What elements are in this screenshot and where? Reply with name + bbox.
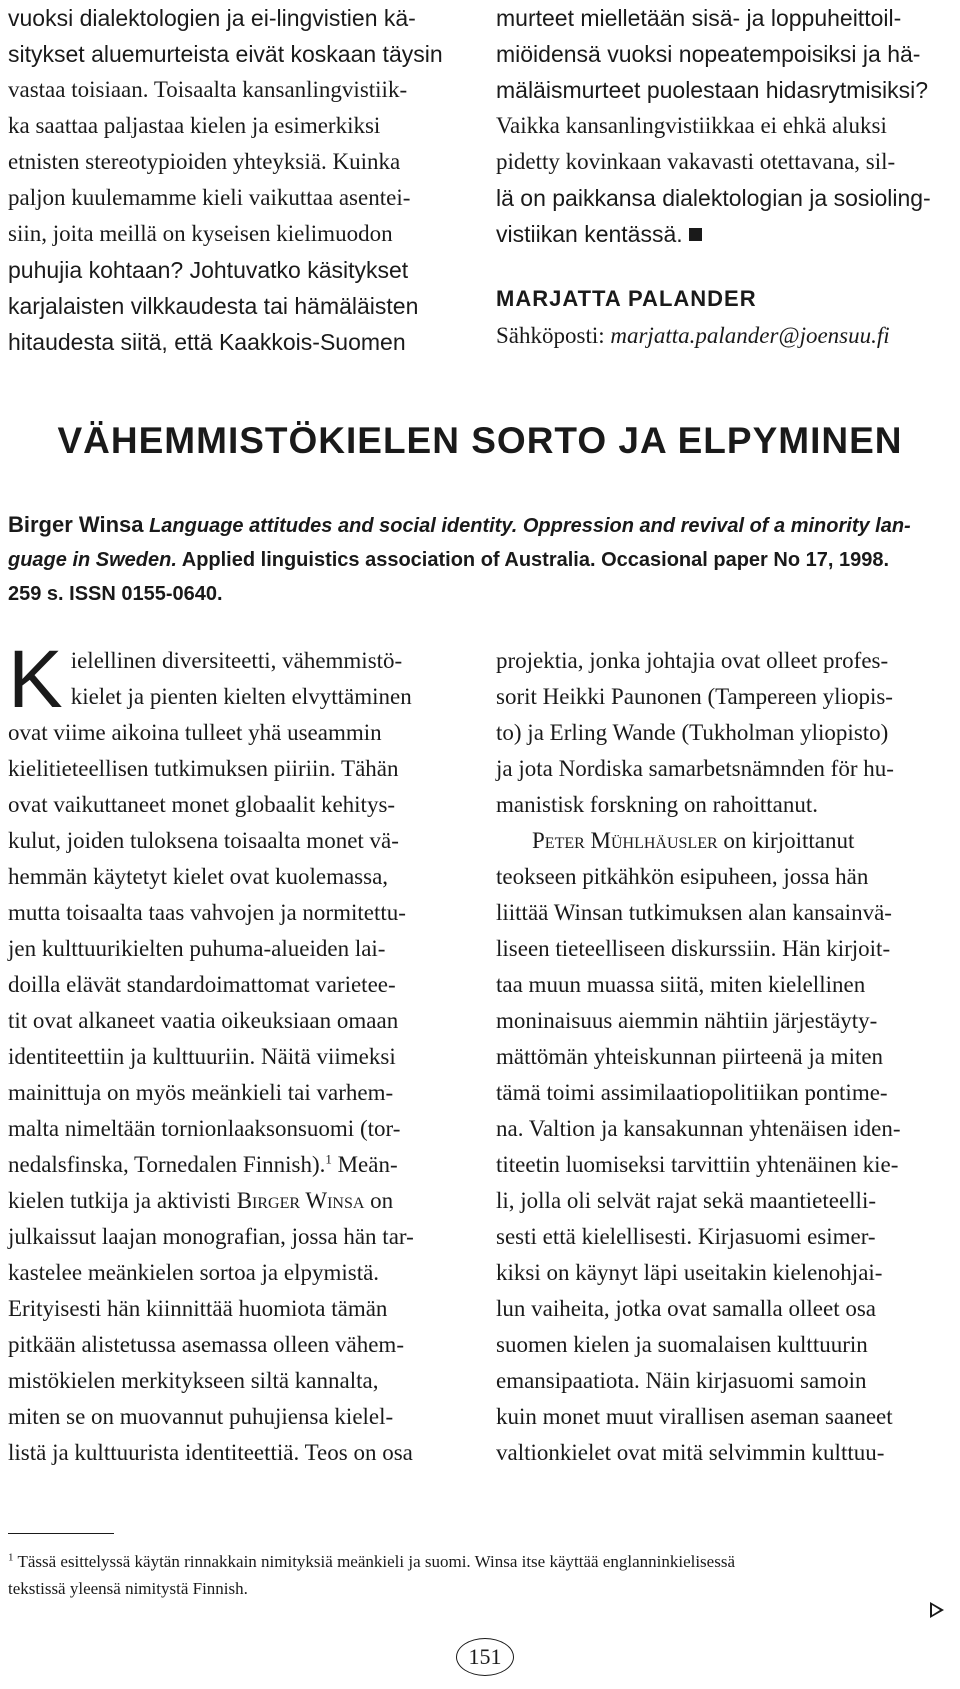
paragraph-line: doilla elävät standardoimattomat varietee- [8,972,396,997]
paragraph-line: tämä toimi assimilaatiopolitiikan pontime- [496,1080,888,1105]
email-label: Sähköposti: [496,323,605,348]
footnote-reference[interactable]: 1 [325,1151,332,1167]
end-of-article-square-icon [689,228,702,241]
paragraph-line: paljon kuulemamme kieli vaikuttaa asentei- [8,185,411,210]
person-name: Peter Mühlhäusler [532,828,718,853]
footnote-text: Tässä esittelyssä käytän rinnakkain nimityksiä meänkieli ja suomi. Winsa itse käyttää englanninkielisessä [13,1552,735,1571]
paragraph-line: pidetty kovinkaan vakavasti otettavana, sil- [496,149,896,174]
paragraph-line: na. Valtion ja kansakunnan yhtenäisen iden- [496,1116,901,1141]
paragraph-line: miöidensä vuoksi nopeatempoisiksi ja hä- [496,41,921,67]
paragraph-line: vuoksi dialektologien ja ei-lingvistien kä- [8,5,416,31]
paragraph-line: Vaikka kansanlingvistiikkaa ei ehkä aluksi [496,113,887,138]
book-title: Language attitudes and social identity. Oppression and revival of a minority lan- [149,515,911,537]
footnote-line: tekstissä yleensä nimitystä Finnish. [8,1579,248,1598]
paragraph-line: mäläismurteet puolestaan hidasrytmisiksi? [496,77,929,103]
paragraph-line: malta nimeltään tornionlaaksonsuomi (tor- [8,1116,401,1141]
paragraph-line: kielitieteellisen tutkimuksen piiriin. Tähän [8,756,399,781]
footnote-rule [8,1533,114,1534]
bottom-left-column [8,634,456,1471]
article-author: MARJATTA PALANDER [496,286,757,311]
continue-arrow-icon [930,1602,944,1618]
paragraph-line: jen kulttuurikielten puhuma-alueiden lai- [8,936,386,961]
paragraph-line: kulut, joiden tuloksena toisaalta monet vä- [8,828,399,853]
paragraph-line: valtionkielet ovat mitä selvimmin kulttuu- [496,1440,885,1465]
paragraph-line [496,216,952,252]
paragraph-line: miten se on muovannut puhujiensa kielel- [8,1404,394,1429]
paragraph-line: hemmän käytetyt kielet ovat kuolemassa, [8,864,389,889]
paragraph-line: ielellinen diversiteetti, vähemmistö- [70,648,403,673]
paragraph-line: to) ja Erling Wande (Tukholman yliopisto) [496,720,889,745]
bottom-right-column [496,643,952,1471]
reviewed-author: Birger Winsa [8,512,144,537]
paragraph-line: puhujia kohtaan? Johtuvatko käsitykset [8,257,409,283]
paragraph-line: liseen tieteelliseen diskurssiin. Hän kirjoit- [496,936,891,961]
paragraph-line: ka saattaa paljastaa kielen ja esimerkiksi [8,113,381,138]
paragraph-line: kastelee meänkielen sortoa ja elpymistä. [8,1260,380,1285]
paragraph-line: sesti että kielellisesti. Kirjasuomi esimer- [496,1224,876,1249]
paragraph-line: titeetin luomiseksi tarvittiin yhtenäinen kie- [496,1152,899,1177]
text: kielen tutkija ja aktivisti [8,1188,237,1213]
biblio-line [8,508,952,543]
paragraph-line: li, jolla oli selvät rajat sekä maantieteelli- [496,1188,876,1213]
paragraph-line: teokseen pitkähkön esipuheen, jossa hän [496,864,869,889]
text: on [364,1188,394,1213]
paragraph-line: mainittuja on myös meänkieli tai varhem- [8,1080,394,1105]
paragraph-line: tit ovat alkaneet vaatia oikeuksiaan omaan [8,1008,399,1033]
paragraph-line [8,1183,456,1219]
footnote [8,1548,952,1602]
paragraph-line: ja jota Nordiska samarbetsnämnden för hu- [496,756,894,781]
paragraph-line: listä ja kulttuurista identiteettiä. Teos on osa [8,1440,413,1465]
paragraph-line: kiksi on käynyt läpi useitakin kielenohjai- [496,1260,883,1285]
paragraph-line: sitykset aluemurteista eivät koskaan täysin [8,41,443,67]
paragraph-line: karjalaisten vilkkaudesta tai hämäläisten [8,293,419,319]
biblio-line [8,543,952,577]
paragraph-line: siin, joita meillä on kyseisen kielimuodon [8,221,393,246]
paragraph-line: hitaudesta siitä, että Kaakkois-Suomen [8,329,406,355]
paragraph-line [496,823,952,859]
paragraph-line: emansipaatiota. Näin kirjasuomi samoin [496,1368,867,1393]
paragraph-line: lun vaiheita, jotka ovat samalla olleet osa [496,1296,877,1321]
review-title: VÄHEMMISTÖKIELEN SORTO JA ELPYMINEN [57,420,903,461]
paragraph-line: julkaissut laajan monografian, jossa hän tar- [8,1224,414,1249]
footnote-mark: 1 [8,1551,14,1564]
paragraph-line: etnisten stereotypioiden yhteyksiä. Kuinka [8,149,401,174]
biblio-line: 259 s. ISSN 0155-0640. [8,583,223,605]
paragraph-line: mistökielen merkitykseen siltä kannalta, [8,1368,379,1393]
paragraph-end-text: vistiikan kentässä. [496,221,683,247]
paragraph-line: taa muun muassa siitä, miten kielellinen [496,972,866,997]
paragraph-line: kielet ja pienten kielten elvyttäminen [70,684,412,709]
dropcap: K [8,634,63,725]
paragraph-line: Erityisesti hän kiinnittää huomiota tämän [8,1296,388,1321]
paragraph-line: manistisk forskning on rahoittanut. [496,792,818,817]
paragraph-line: pitkään alistetussa asemassa olleen vähem- [8,1332,404,1357]
top-left-column [8,0,456,360]
paragraph-line: lä on paikkansa dialektologian ja sosioling- [496,185,931,211]
footnote-line [8,1548,952,1575]
paragraph-line: murteet mielletään sisä- ja loppuheittoil- [496,5,902,31]
paragraph-line: sorit Heikki Paunonen (Tampereen yliopis- [496,684,893,709]
paragraph-line: moninaisuus aiemmin nähtiin järjestäyty- [496,1008,878,1033]
email-address: marjatta.palander@joensuu.fi [610,323,890,348]
author-email-line [496,318,890,354]
person-name: Birger Winsa [236,1188,365,1213]
text: on kirjoittanut [717,828,855,853]
paragraph-line: projektia, jonka johtajia ovat olleet profes- [496,648,889,673]
page-number: 151 [456,1638,514,1676]
paragraph-line: suomen kielen ja suomalaisen kulttuurin [496,1332,868,1357]
paragraph-line: liittää Winsan tutkimuksen alan kansainvä- [496,900,892,925]
paragraph-line: mutta toisaalta taas vahvojen ja normitettu- [8,900,406,925]
paragraph-line: kuin monet muut virallisen aseman saaneet [496,1404,893,1429]
paragraph-line: vastaa toisiaan. Toisaalta kansanlingvistiik- [8,77,408,102]
text: Meän- [331,1152,398,1177]
paragraph-line: mättömän yhteiskunnan piirteenä ja miten [496,1044,884,1069]
top-right-column [496,0,952,252]
publisher-info: Applied linguistics association of Australia. Occasional paper No 17, 1998. [181,549,890,571]
paragraph-line: identiteettiin ja kulttuuriin. Näitä viimeksi [8,1044,396,1069]
paragraph-line: ovat vaikuttaneet monet globaalit kehitys- [8,792,396,817]
text: nedalsfinska, Tornedalen Finnish). [8,1152,326,1177]
paragraph-line: ovat viime aikoina tulleet yhä useammin [8,720,382,745]
paragraph-line [8,1147,456,1183]
book-title-continued: guage in Sweden. [8,549,177,571]
bibliographic-info [8,508,952,611]
